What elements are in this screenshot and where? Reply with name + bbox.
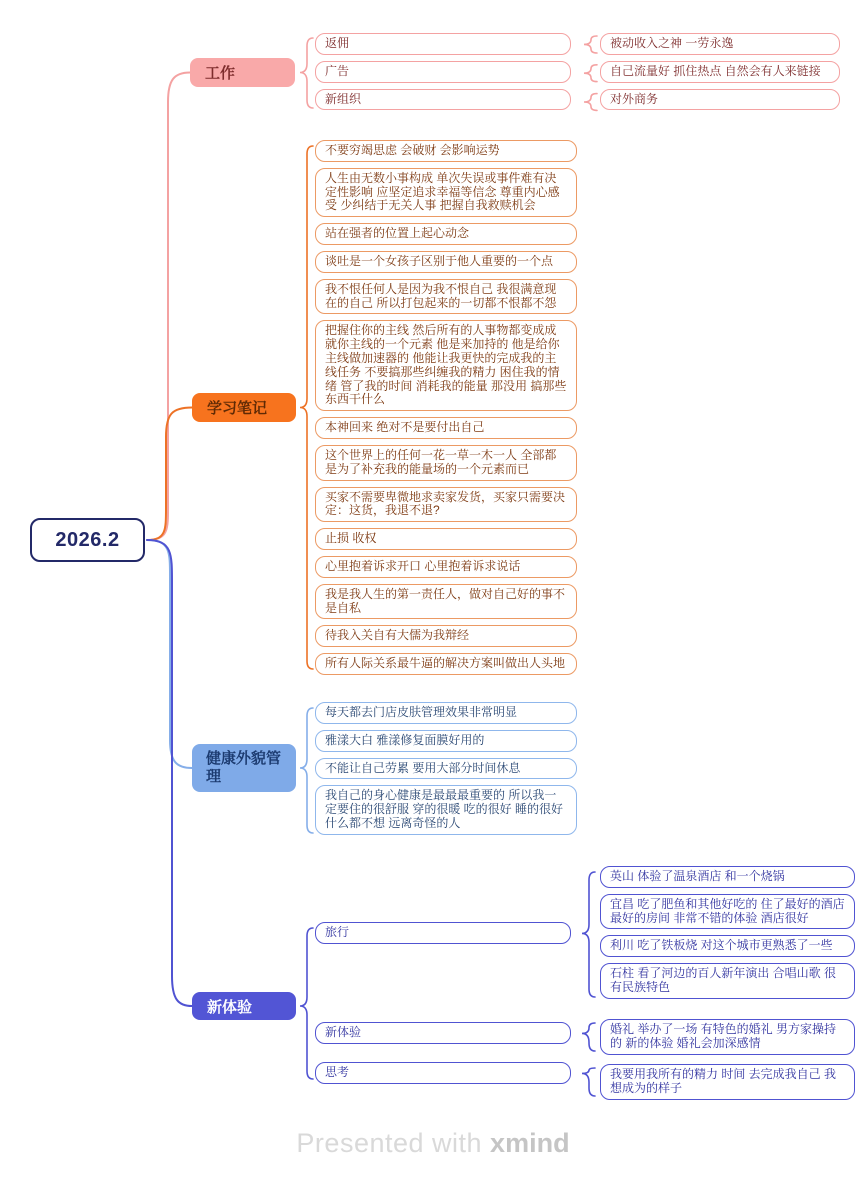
study-note[interactable]: 人生由无数小事构成 单次失误或事件难有决定性影响 应坚定追求幸福等信念 尊重内心感受 少纠结于无关人事 把握自我救赎机会 <box>315 168 577 217</box>
work-subtopic[interactable]: 返佣 <box>315 33 571 55</box>
xmind-logo-text: xmind <box>490 1128 570 1158</box>
study-note[interactable]: 我不恨任何人是因为我不恨自己 我很满意现在的自己 所以打包起来的一切都不恨都不怨 <box>315 279 577 315</box>
experience-note[interactable]: 婚礼 举办了一场 有特色的婚礼 男方家操持的 新的体验 婚礼会加深感情 <box>600 1019 855 1055</box>
work-subtopic[interactable]: 广告 <box>315 61 571 83</box>
study-note[interactable]: 待我入关自有大儒为我辩经 <box>315 625 577 647</box>
watermark-prefix: Presented with <box>296 1128 483 1158</box>
work-note[interactable]: 被动收入之神 一劳永逸 <box>600 33 840 55</box>
study-note[interactable]: 本神回来 绝对不是要付出自己 <box>315 417 577 439</box>
work-note[interactable]: 自己流量好 抓住热点 自然会有人来链接 <box>600 61 840 83</box>
work-grandchildren <box>600 33 840 110</box>
study-notes-list <box>315 140 577 675</box>
health-note[interactable]: 不能让自己劳累 要用大部分时间休息 <box>315 758 577 780</box>
thinking-note[interactable]: 我要用我所有的精力 时间 去完成我自己 我想成为的样子 <box>600 1064 855 1100</box>
study-note[interactable]: 把握住你的主线 然后所有的人事物都变成成就你主线的一个元素 他是来加持的 他是给你主线做加速器的 他能让我更快的完成我的主线任务 不要搞那些纠缠我的精力 困住我的情绪 管了我的时间 消耗我的能量 那没用 搞那些东西干什么 <box>315 320 577 411</box>
main-topic-health[interactable]: 健康外貌管理 <box>192 744 296 792</box>
main-topic-work[interactable]: 工作 <box>190 58 295 87</box>
work-note[interactable]: 对外商务 <box>600 89 840 111</box>
travel-notes-list <box>600 866 855 999</box>
study-note[interactable]: 这个世界上的任何一花一草一木一人 全部都是为了补充我的能量场的一个元素而已 <box>315 445 577 481</box>
study-note[interactable]: 买家不需要卑微地求卖家发货，买家只需要决定：这货，我退不退? <box>315 487 577 523</box>
new-subtopic-travel[interactable]: 旅行 <box>315 922 571 944</box>
new-subtopic-experience[interactable]: 新体验 <box>315 1022 571 1044</box>
main-topic-study-notes[interactable]: 学习笔记 <box>192 393 296 422</box>
travel-note[interactable]: 宜昌 吃了肥鱼和其他好吃的 住了最好的酒店 最好的房间 非常不错的体验 酒店很好 <box>600 894 855 930</box>
study-note[interactable]: 谈吐是一个女孩子区别于他人重要的一个点 <box>315 251 577 273</box>
work-children <box>315 33 571 110</box>
travel-note[interactable]: 英山 体验了温泉酒店 和一个烧锅 <box>600 866 855 888</box>
central-topic[interactable]: 2026.2 <box>30 518 145 562</box>
study-note[interactable]: 止损 收权 <box>315 528 577 550</box>
new-subtopic-thinking[interactable]: 思考 <box>315 1062 571 1084</box>
main-topic-new-experience[interactable]: 新体验 <box>192 992 296 1020</box>
study-note[interactable]: 我是我人生的第一责任人，做对自己好的事不是自私 <box>315 584 577 620</box>
health-note[interactable]: 我自己的身心健康是最最最重要的 所以我一定要住的很舒服 穿的很暖 吃的很好 睡的很好 什么都不想 远离奇怪的人 <box>315 785 577 834</box>
health-note[interactable]: 每天都去门店皮肤管理效果非常明显 <box>315 702 577 724</box>
travel-note[interactable]: 利川 吃了铁板烧 对这个城市更熟悉了一些 <box>600 935 855 957</box>
health-notes-list <box>315 702 577 835</box>
xmind-watermark <box>0 1128 866 1159</box>
study-note[interactable]: 所有人际关系最牛逼的解决方案叫做出人头地 <box>315 653 577 675</box>
travel-note[interactable]: 石柱 看了河边的百人新年演出 合唱山歌 很有民族特色 <box>600 963 855 999</box>
work-subtopic[interactable]: 新组织 <box>315 89 571 111</box>
health-note[interactable]: 雅漾大白 雅漾修复面膜好用的 <box>315 730 577 752</box>
study-note[interactable]: 站在强者的位置上起心动念 <box>315 223 577 245</box>
study-note[interactable]: 不要穷竭思虑 会破财 会影响运势 <box>315 140 577 162</box>
study-note[interactable]: 心里抱着诉求开口 心里抱着诉求说话 <box>315 556 577 578</box>
